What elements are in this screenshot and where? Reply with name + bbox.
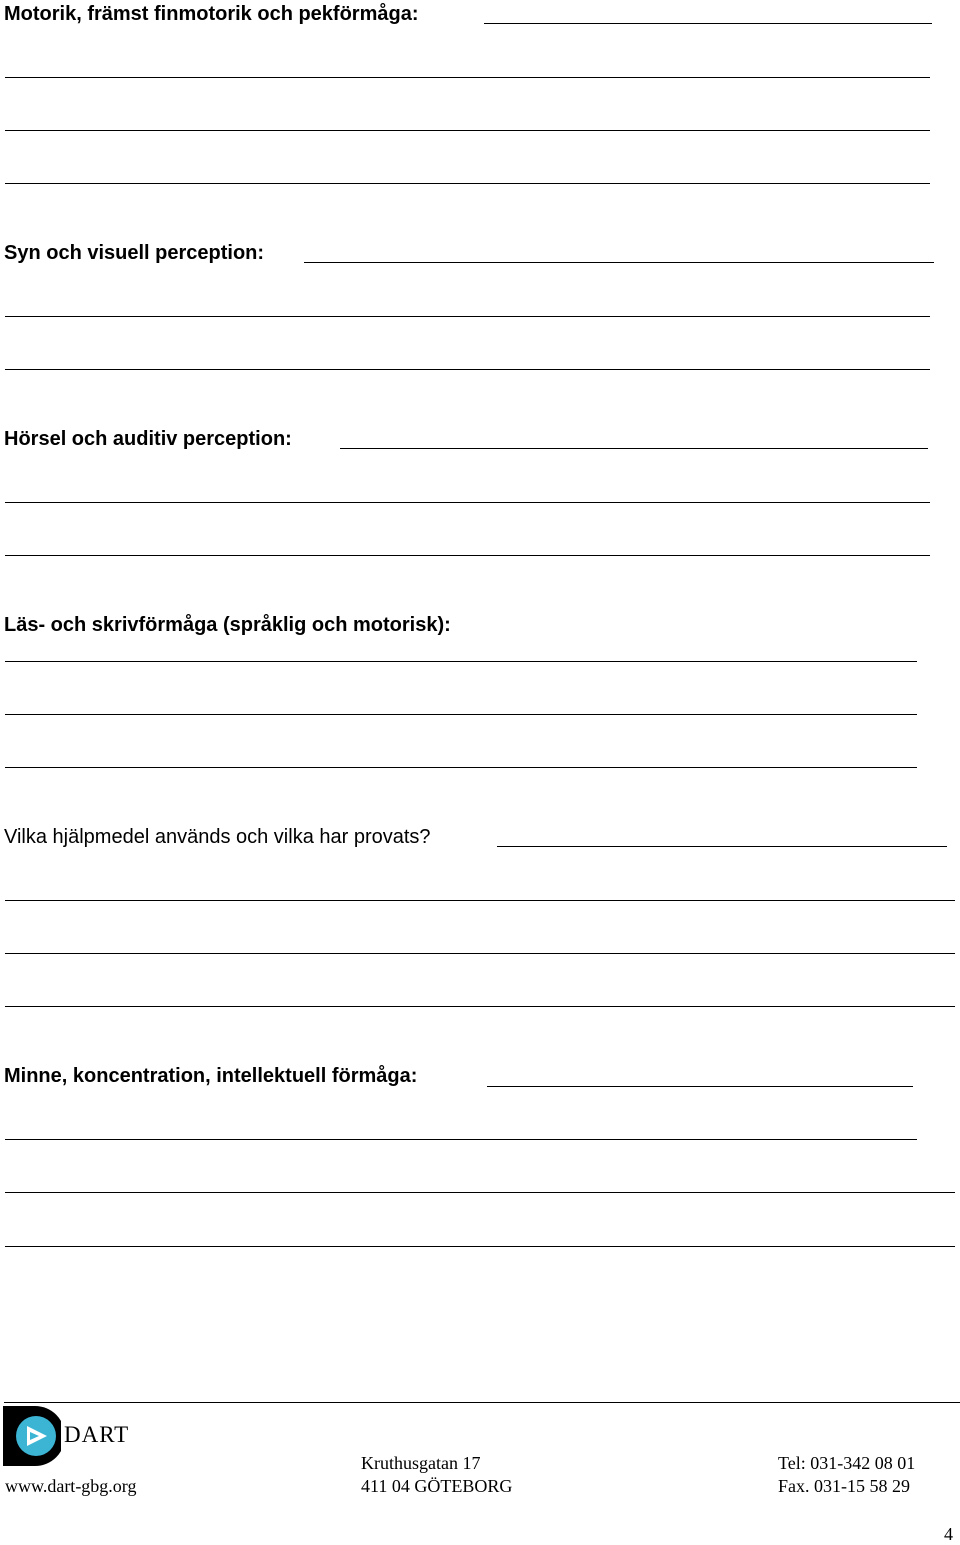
answer-line[interactable]: [5, 1006, 955, 1007]
answer-line[interactable]: [5, 767, 917, 768]
answer-line[interactable]: [5, 130, 930, 131]
answer-line[interactable]: [5, 555, 930, 556]
section-label-hjalpmedel: Vilka hjälpmedel används och vilka har provats?: [4, 826, 431, 848]
answer-line[interactable]: [5, 1139, 917, 1140]
section-label-minne: Minne, koncentration, intellektuell förmåga:: [4, 1065, 418, 1087]
page-number: 4: [944, 1524, 953, 1544]
footer-divider: [4, 1402, 960, 1403]
answer-line[interactable]: [5, 1192, 955, 1193]
section-label-horsel: Hörsel och auditiv perception:: [4, 428, 292, 450]
answer-line[interactable]: [497, 846, 947, 847]
answer-line[interactable]: [5, 316, 930, 317]
logo-text: DART: [64, 1422, 130, 1447]
section-label-las: Läs- och skrivförmåga (språklig och motorisk):: [4, 614, 451, 636]
answer-line[interactable]: [340, 448, 928, 449]
answer-line[interactable]: [5, 661, 917, 662]
answer-line[interactable]: [5, 77, 930, 78]
answer-line[interactable]: [5, 502, 930, 503]
answer-line[interactable]: [5, 714, 917, 715]
answer-line[interactable]: [5, 183, 930, 184]
answer-line[interactable]: [5, 900, 955, 901]
footer-website[interactable]: www.dart-gbg.org: [5, 1476, 137, 1496]
footer-fax: Fax. 031-15 58 29: [778, 1476, 910, 1496]
dart-logo-icon: [3, 1406, 61, 1466]
answer-line[interactable]: [484, 23, 932, 24]
answer-line[interactable]: [5, 953, 955, 954]
footer-tel: Tel: 031-342 08 01: [778, 1453, 916, 1473]
answer-line[interactable]: [5, 1246, 955, 1247]
footer-street: Kruthusgatan 17: [361, 1453, 481, 1473]
answer-line[interactable]: [304, 262, 934, 263]
answer-line[interactable]: [487, 1086, 913, 1087]
section-label-syn: Syn och visuell perception:: [4, 242, 265, 264]
section-label-motorik: Motorik, främst finmotorik och pekförmåga:: [4, 3, 419, 25]
footer-postal: 411 04 GÖTEBORG: [361, 1476, 513, 1496]
answer-line[interactable]: [5, 369, 930, 370]
